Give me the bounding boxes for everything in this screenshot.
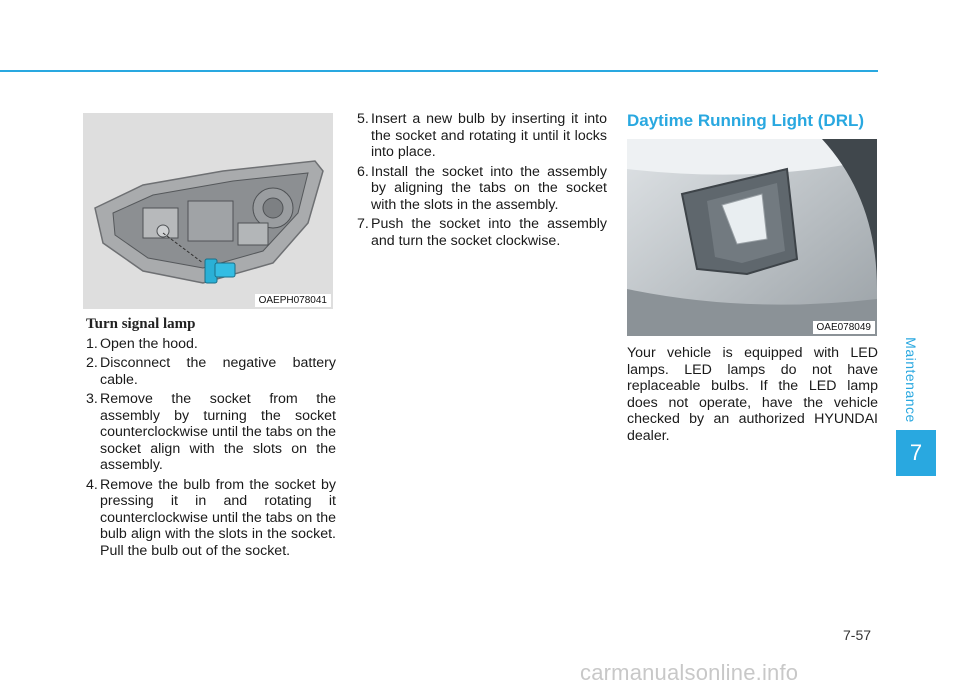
drl-section: [627, 345, 878, 444]
turn-signal-section-continued: [357, 111, 607, 252]
header-rule: [0, 70, 878, 72]
step-list: [86, 336, 336, 560]
drl-figure: [627, 139, 877, 336]
chapter-number-badge: 7: [896, 430, 936, 476]
page-number: 7-57: [843, 627, 872, 643]
headlamp-illustration: [83, 113, 333, 309]
step-list: [357, 111, 607, 249]
drl-illustration: [627, 139, 877, 336]
watermark-text: carmanualsonline.info: [580, 660, 799, 685]
step-item: 2. Disconnect the negative battery cable.: [86, 355, 336, 388]
step-item: 1. Open the hood.: [86, 335, 198, 352]
step-item: 4. Remove the bulb from the socket by pressing it in and rotating it counterclockwise until the tabs on the bulb align with the slots in the socket. Pull the bulb out of the socket.: [86, 476, 336, 559]
step-item: 3. Remove the socket from the assembly by turning the socket counterclockwise until the tabs on the socket align with the slots on the assembly.: [86, 391, 336, 473]
chapter-tab-label: Maintenance: [903, 337, 920, 423]
drl-section-title: Daytime Running Light (DRL): [627, 111, 865, 130]
headlamp-assembly-figure: [83, 113, 333, 309]
section-heading: Turn signal lamp: [86, 316, 196, 332]
step-item: 6. Install the socket into the assembly by aligning the tabs on the socket with the slots in the assembly.: [357, 163, 607, 213]
figure-code: OAE078049: [813, 321, 876, 334]
figure-code: OAEPH078041: [255, 294, 331, 307]
step-item: 5. Insert a new bulb by inserting it into the socket and rotating it until it locks into place.: [357, 111, 607, 160]
step-item: 7. Push the socket into the assembly and turn the socket clockwise.: [357, 216, 607, 249]
turn-signal-section: [86, 316, 336, 562]
drl-body-text: Your vehicle is equipped with LED lamps. LED lamps do not have replaceable bulbs. If the LED lamp does not operate, have the vehicle checked by an authorized HYUNDAI dealer.: [627, 345, 878, 444]
